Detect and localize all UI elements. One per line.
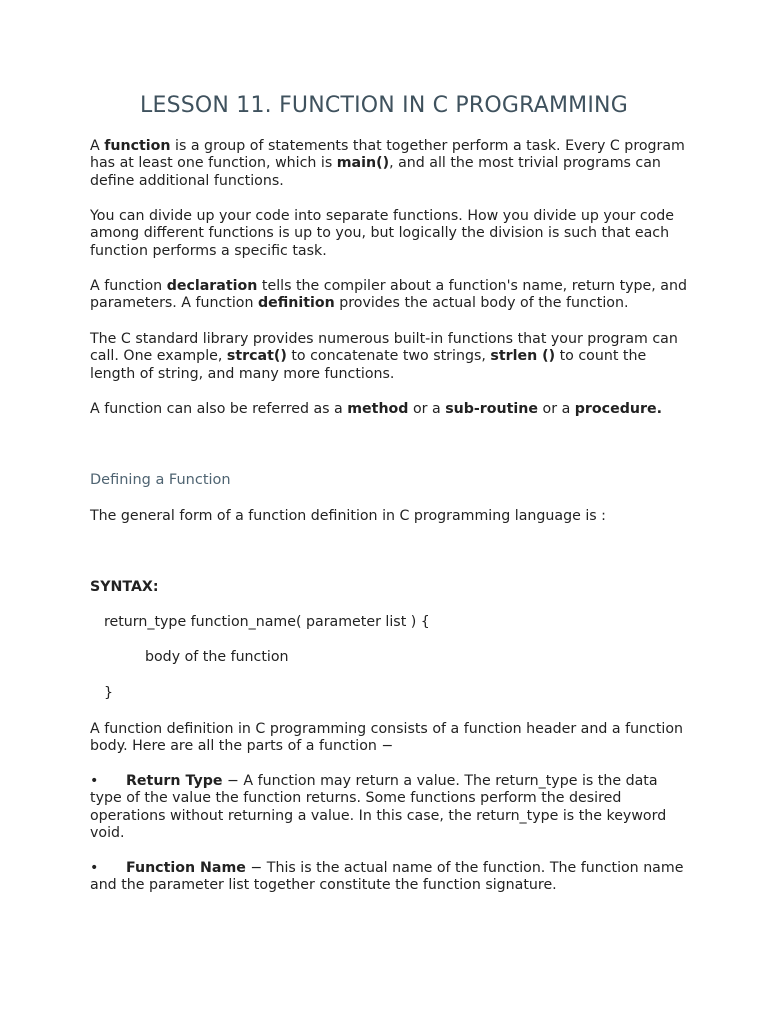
section-heading: Defining a Function <box>90 472 231 488</box>
code-line-close: } <box>104 685 114 701</box>
term-main: main() <box>336 155 390 172</box>
paragraph-intro: A function is a group of statements that together perform a task. Every C program has at least one function, which is main(), and all the most trivial programs can define additional functions. <box>90 138 685 189</box>
bullet-return-type: • Return Type − A function may return a value. The return_type is the data type of the value the function returns. Some functions perform the desired operations without returning a value. In this case, the return_type is the keyword void. <box>90 773 667 842</box>
term-strlen: strlen () <box>490 348 556 365</box>
paragraph-divide-code: You can divide up your code into separate functions. How you divide up your code among different functions is up to you, but logically the division is such that each function performs a specific task. <box>90 208 675 259</box>
paragraph-general-form: The general form of a function definition in C programming language is : <box>90 508 606 524</box>
paragraph-standard-library: The C standard library provides numerous built-in functions that your program can call. One example, strcat() to concatenate two strings, strlen () to count the length of string, and many more functions. <box>90 331 678 382</box>
term-method: method <box>347 401 409 417</box>
syntax-label: SYNTAX: <box>90 579 159 595</box>
paragraph-declaration: A function declaration tells the compiler about a function's name, return type, and parameters. A function definition provides the actual body of the function. <box>90 278 687 312</box>
paragraph-aliases: A function can also be referred as a method or a sub-routine or a procedure. <box>90 401 662 417</box>
term-declaration: declaration <box>166 278 258 294</box>
term-strcat: strcat() <box>226 348 287 365</box>
bullet-icon: • <box>90 860 99 876</box>
term-procedure: procedure. <box>574 401 662 417</box>
paragraph-parts: A function definition in C programming consists of a function header and a function body. Here are all the parts of a function − <box>90 721 684 755</box>
code-line-body: body of the function <box>145 649 289 665</box>
bullet-function-name: • Function Name − This is the actual name of the function. The function name and the parameter list together constitute the function signature. <box>90 860 684 894</box>
term-definition: definition <box>258 295 335 312</box>
bullet-icon: • <box>90 773 99 789</box>
term-function: function <box>104 138 171 154</box>
code-line-signature: return_type function_name( parameter list ) { <box>104 614 430 630</box>
term-sub-routine: sub-routine <box>445 401 539 417</box>
page-title: LESSON 11. FUNCTION IN C PROGRAMMING <box>140 93 628 118</box>
